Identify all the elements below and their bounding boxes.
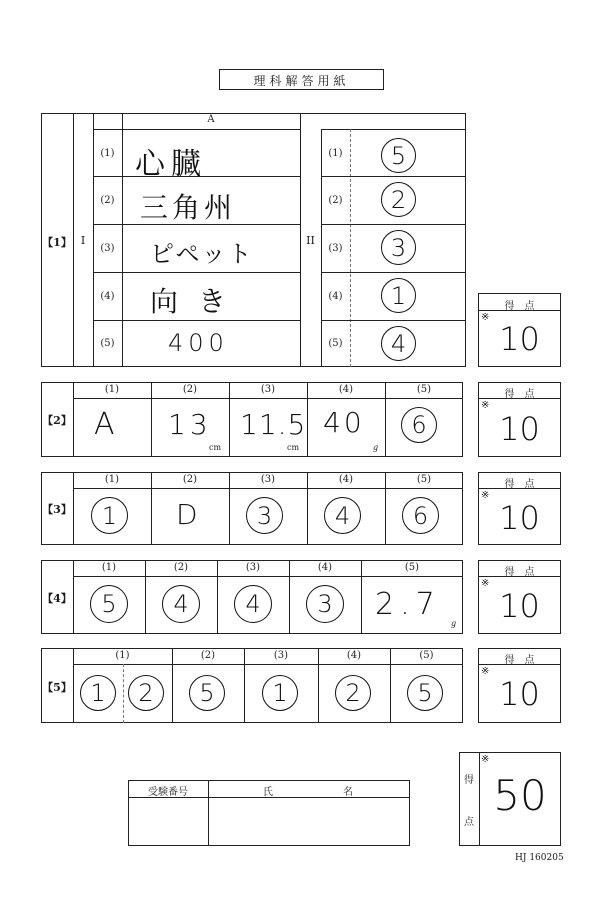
total-score: 50 [493,771,547,820]
answer-2-4: 40 [323,406,365,439]
part-1-label: I [80,234,86,247]
answer-3-3: 3 [246,497,283,534]
answer-5-3: 1 [262,675,298,711]
answer-4-4: 3 [306,585,344,623]
answer-3-5: 6 [402,497,439,534]
answer-5-4: 2 [335,675,371,711]
section-1-label: 【1】 [42,236,72,249]
answer-1-i-3: ピペット [150,240,254,268]
section-2-label: 【2】 [42,414,72,427]
answer-1-i-5: 400 [168,329,229,357]
answer-2-1: A [94,407,115,442]
score-4: 10 [499,587,540,625]
answer-5-5: 5 [407,675,443,711]
name-field[interactable] [210,799,408,844]
exam-number-label: 受験番号 [148,787,188,798]
page-title: 理科解答用紙 [253,74,350,88]
score-1: 10 [499,320,540,358]
answer-5-2: 5 [189,675,225,711]
exam-number-field[interactable] [130,799,206,844]
answer-5-1a: 1 [80,675,116,711]
answer-4-2: 4 [162,585,200,623]
score-2: 10 [499,410,540,448]
name-label-2: 名 [343,787,353,798]
answer-4-1: 5 [90,585,128,623]
answer-4-5: 2.7 [375,587,441,622]
section-5-label: 【5】 [42,681,72,694]
col-header-a: A [207,114,215,125]
form-code: HJ 160205 [515,853,564,863]
answer-2-2: 13 [168,408,212,441]
section-4-label: 【4】 [42,592,72,605]
answer-4-3: 4 [234,585,272,623]
answer-1-ii-3: 3 [381,230,416,265]
part-2-label: II [306,234,315,247]
score-3: 10 [499,499,540,537]
answer-1-i-1: 心臓 [135,147,207,182]
answer-3-1: 1 [91,497,128,534]
answer-2-5: 6 [401,407,437,443]
answer-1-ii-2: 2 [381,182,416,217]
answer-1-ii-5: 4 [381,326,416,361]
section-3-label: 【3】 [42,503,72,516]
answer-2-3: 11.5 [240,408,307,441]
score-5: 10 [499,675,540,713]
name-label-1: 氏 [263,787,273,798]
answer-1-ii-1: 5 [381,138,416,173]
answer-5-1b: 2 [128,675,164,711]
answer-1-i-2: 三角州 [140,191,237,224]
answer-1-i-4: 向き [150,285,247,318]
answer-3-4: 4 [324,497,361,534]
answer-1-ii-4: 1 [381,278,416,313]
answer-3-2: D [176,498,198,531]
